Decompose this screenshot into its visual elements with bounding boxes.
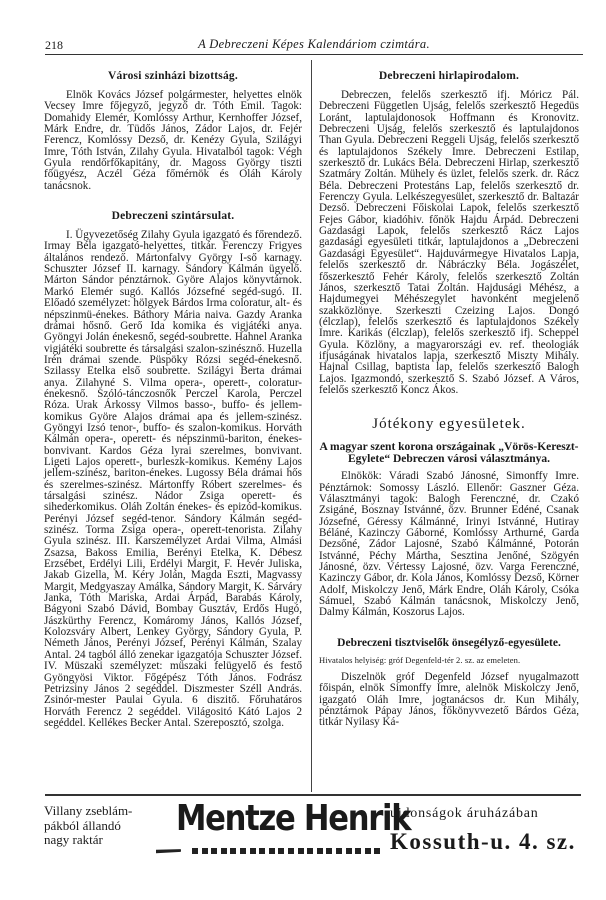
advert-left-text — [44, 804, 132, 848]
section-title-theatre-company: Debreczeni szintársulat. — [111, 210, 235, 223]
section-title-charities: Jótékony egyesületek. — [372, 416, 526, 433]
right-column — [319, 70, 579, 729]
advert-address: Kossuth-u. 4. sz. — [390, 829, 576, 854]
advert-divider — [45, 794, 581, 796]
theatre-company-text: I. Ügyvezetőség Zilahy Gyula igazgató és főrendező. Irmay Béla igazgató-helyettes, titkár. Ferenczy Frigyes általános rendező. Mártonfalvy György I-ső karnagy. Schuszter József II. karnagy. Sándory Kálmán ügyelő. Márton Sándor pénztárnok. Györe Alajos könyvtárnok. Markó Elemér sugó. Kallós Józsefné segéd-sugó. II. Előadó személyzet: hölgyek Bárdos Irma coloratur, alt- és népszinmü-énekes. Báthory Mária naiva. Gazdy Aranka drámai hősnő. Gerő Ida komika és vigjátéki anya. Gyöngyi Jolán énekesnő, segéd-soubrette. Hahnel Aranka vigjátéki soubrette és társalgási szalon-szinésznő. Huzella Irén drámai szende. Püspöky Rózsi segéd-énekesnő. Szilassy Etelka első soubrette. Szilágyi Berta drámai anya. Zilahyné S. Vilma opera-, operett-, coloratur-énekesnő. Szóló-tánczosnők Perczel Karola, Perczel Róza. Urak Árkossy Vilmos basso-, buffo- és jellem-komikus Györe Alajos drámai apa és jellem-szinész. Gyöngyi Izsó tenor-, buffo- és szalon-komikus. Horváth Kálmán opera-, operett- és népszinmü-bariton, énekes-bonvivant. Kardos Géza lyrai szerelmes, bonvivant. Ligeti Lajos operett-, burleszk-komikus. Kemény Lajos jellem-szinész, bariton-énekes. Lugossy Béla drámai hős és szerelmes-szinész. Mártonffy Róbert szerelmes- és társalgási szinész. Nádor Zsiga operett- és sihederkomikus. Oláh Zoltán énekes- és epizód-komikus. Perényi József segéd-tenor. Sándory Kálmán segéd-szinész. Torma Zsiga opera-, operett-tenorista. Zilahy Gyula szinész. III. Karszemélyzet Ardai Vilma, Almási Zsazsa, Bakoss Emilia, Berényi Etelka, K. Débesz Erzsébet, Erdélyi Lili, Erdélyi Margit, F. Hevér Juliska, Jakab Gizella, M. Kéry Jolán, Magda Eszti, Magvassy Margit, Medgyaszay Amálka, Sándory Margit, K. Sárváry Janka, Tóth Mariska, Ardai Árpád, Barabás Károly, Bágyoni Szabó Dávid, Bombay Gusztáv, Erdős Hugó, Jászkürthy Ferencz, Komáromy János, Kallós József, Kolozsváry Albert, Lenkey György, Sándory Gyula, P. Németh János, Perényi József, Perényi Kálmán, Szalay Antal. 24 tagból álló zenekar igazgatója Schuszter József. IV. Müszaki személyzet: müszaki felügyelő és festő Gyöngyösi Viktor. Főgépész Tóth János. Fodrász Petrizsiny János 2 segéddel. Diszmester Széll András. Zsinór-mester Paulai Gyula. 6 diszitő. Főruhatáros Horváth Ferencz 2 segéddel. Világositó Kátó Lajos 2 segéddel. Kellékes Becker Antal. Szereposztó, szolga. — [44, 229, 302, 729]
advert-line: nagy raktár — [44, 832, 103, 847]
page-number: 218 — [45, 38, 63, 52]
section-title-theatre-committee: Városi szinházi bizottság. — [108, 70, 238, 82]
theatre-committee-text: Elnök Kovács József polgármester, helyettes elnök Vecsey Imre főjegyző, jegyző dr. Tóth Emil. Tagok: Domahidy Elemér, Komlóssy Arthur, Kernhoffer József, Márk Endre, dr. Tüdős János, Zádor Lajos, dr. Fejér Ferencz, Komlóssy Dezső, dr. Kenézy Gyula, Szilágyi Imre, Tóth István, Zilahy Gyula. Hivatalból tagok: Végh Gyula rendőrfőkapitány, dr. Magoss György tiszti főügyész, Aczél Géza főmérnök és Oláh Károly tanácsnok. — [44, 89, 302, 192]
left-column — [44, 70, 302, 729]
section-title-press: Debreczeni hirlapirodalom. — [378, 70, 520, 82]
column-divider — [311, 60, 312, 792]
officials-association-address: Hivatalos helyiség: gróf Degenfeld-tér 2. sz. az emeleten. — [319, 654, 521, 665]
advert-store-line: ujdonságok áruházában — [390, 806, 539, 821]
pointing-hand-icon — [156, 847, 181, 854]
press-text: Debreczen, felelős szerkesztő ifj. Móricz Pál. Debreczeni Független Ujság, felelős szerkesztő Hegedüs Loránt, laptulajdonosok Hoffmann és Kronovitz. Debreczeni Ujság, felelős szerkesztő és laptulajdonos Than Gyula. Debreczeni Reggeli Ujság, felelős szerkesztő és laptulajdonos Székely Imre. Debreczeni Estilap, szerkesztő dr. Lukács Béla. Debreczeni Hirlap, szerkesztő Szatmáry Zoltán. Mühely és üzlet, felelős szerk. dr. Rácz Béla. Debreczeni Protestáns Lap, felelős szerkesztő dr. Ferenczy Gyula. Lelkészegyesület, szerkesztő dr. Baltazár Dezső. Debreczeni Főiskolai Lapok, felelős szerkesztő Fejes Gábor, kiadóhiv. főnök Hajdu Árpád. Debreczeni Gazdasági Lapok, felelős szerkesztő Rácz Lajos gazdasági egyesületi titkár, laptulajdonos a „Debreczeni Gazdasági Egyesület“. Hajduvármegye Hivatalos Lapja, felelős szerkesztő dr. Nábráczky Béla. Jogászélet, főszerkesztő Fehér Károly, felelős szerkesztő Zoltán János, szerkesztő Tatai Zoltán. Hajdusági Méhész, a Hajdumegyei Méhészegylet havonként megjelenő szakközlönye. Szerkeszti Czeizing Lajos. Dongó (élczlap), felelős szerkesztő és laptulajdonos Székely Imre. Karikás (élczlap), felelős szerkesztő ifj. Scheppel Gyula. Közlöny, a magyarországi ev. ref. theologiák ifjuságának hivatalos lapja, szerkesztő Miszty Mihály. Hajnal Csillag, baptista lap, felelős szerkesztő Balogh Lajos. Igazmondó, szerkesztő S. Szabó József. A Város, felelős szerkesztő Koncz Ákos. — [319, 89, 579, 396]
red-cross-text: Elnökök: Váradi Szabó Jánosné, Simonffy Imre. Pénztárnok: Somossy László. Ellenőr: Gaszner Géza. Választmányi tagok: Balogh Ferenczné, dr. Czakó Zsigáné, Bosznay Istvánné, özv. Brunner Edéné, Csanak Józsefné, Géressy Kálmánné, Irinyi Istvánné, Hutiray Béláné, Kazinczy Gáborné, Komlóssy Arthurné, Garda Dezsőné, Zádor Lajosné, Szabó Kálmánné, Potorán Istvánné, Péchy Mártha, Sesztina Jenőné, Szögyén Jánosné, özv. Vértessy Lajosné, özv. Varga Ferenczné, Kazinczy Gábor, dr. Kola János, Komlóssy Dezső, Körner Adolf, Miskolczy Jenő, Márk Endre, Oláh Károly, Csóka Sámuel, Szabó Kálmán tanácsnok, Miskolczy Jenő, Dalmy Kálmán, Koszorus Lajos. — [319, 470, 579, 619]
advertisement — [44, 798, 584, 860]
advert-line: pákból állandó — [44, 817, 121, 833]
officials-association-text: Diszelnök gróf Degenfeld József nyugalmazott főispán, elnök Simonffy Imre, alelnök Miskolczy Jenő, igazgató Oláh Imre, jogtanácsos dr. Kun Mihály, pénztárnok Pápay János, főkönyvvezető Bárdos Géza, titkár Nyilasy Ká- — [319, 671, 579, 729]
page-header — [45, 36, 583, 55]
advert-line: Villany zseblám- — [44, 803, 133, 818]
advert-company-name: Mentze Henrik — [176, 798, 411, 839]
running-title: A Debreczeni Képes Kalendáriom czimtára. — [198, 37, 430, 51]
red-cross-title: A magyar szent korona országainak „Vörös-Kereszt-Egylete“ Debreczen városi választmánya. — [319, 441, 579, 466]
decorative-dots — [192, 848, 380, 854]
officials-association-title: Debreczeni tisztviselők önsegélyző-egyesülete. — [337, 636, 561, 649]
